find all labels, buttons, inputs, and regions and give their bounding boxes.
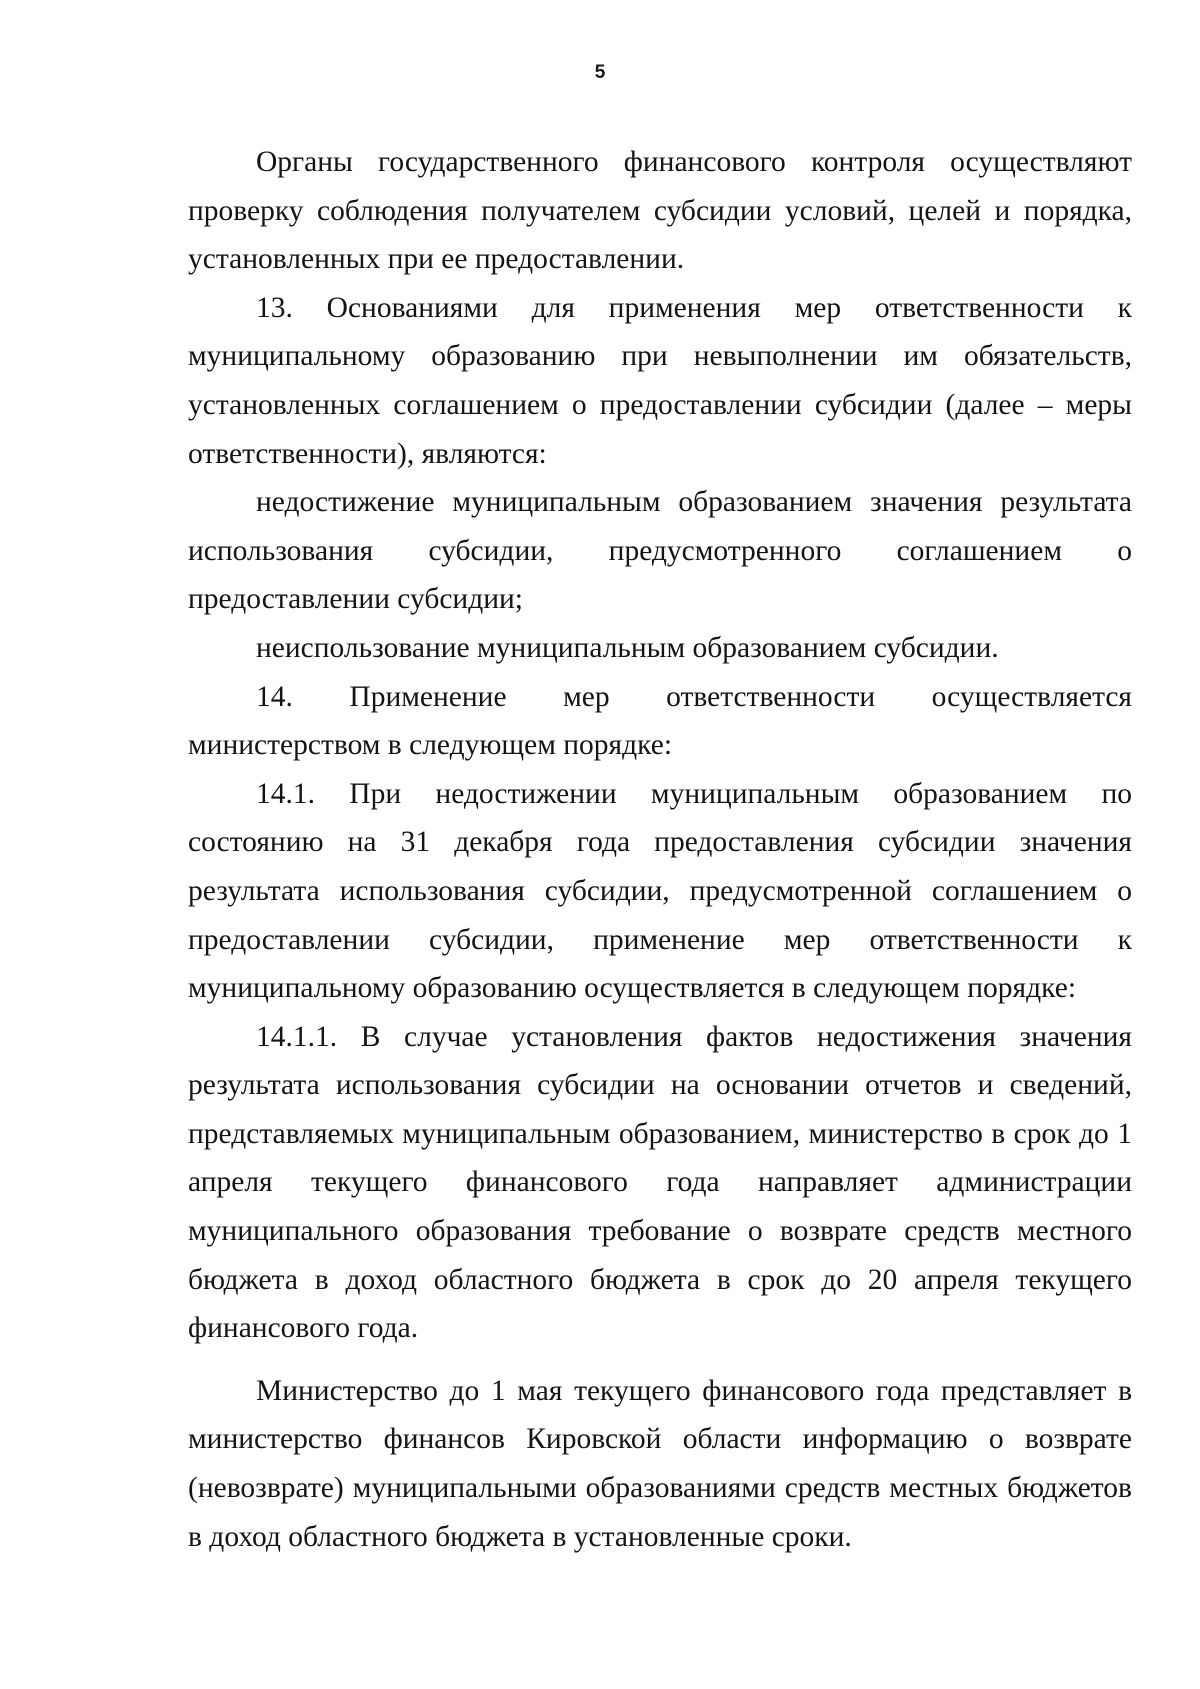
- paragraph-13-grounds: 13. Основаниями для применения мер ответственности к муниципальному образованию при невыполнении им обязательств, установленных соглашением о предоставлении субсидии (далее – меры ответственности), являются:: [188, 291, 1132, 470]
- paragraph-14-1-1: 14.1.1. В случае установления фактов недостижения значения результата использования субсидии на основании отчетов и сведений, представляемых муниципальным образованием, министерство в срок до 1 апреля текущего финансового года направляет администрации муниципального образования требование о возврате средств местного бюджета в доход областного бюджета в срок до 20 апреля текущего финансового года.: [188, 1020, 1132, 1345]
- document-body: [188, 138, 1132, 1561]
- paragraph-ministry-report: Министерство до 1 мая текущего финансового года представляет в министерство финансов Кировской области информацию о возврате (невозврате) муниципальными образованиями средств местных бюджетов в доход областного бюджета в установленные сроки.: [188, 1374, 1132, 1553]
- paragraph-14-application: 14. Применение мер ответственности осуществляется министерством в следующем порядке:: [188, 680, 1132, 762]
- page-number: 5: [594, 62, 606, 83]
- paragraph-control-bodies: Органы государственного финансового контроля осуществляют проверку соблюдения получателем субсидии условий, целей и порядка, установленных при ее предоставлении.: [188, 146, 1132, 276]
- paragraph-subsidy-not-used: неиспользование муниципальным образованием субсидии.: [256, 631, 999, 664]
- paragraph-14-1: 14.1. При недостижении муниципальным образованием по состоянию на 31 декабря года предоставления субсидии значения результата использования субсидии, предусмотренной соглашением о предоставлении субсидии, применение мер ответственности к муниципальному образованию осуществляется в следующем порядке:: [188, 777, 1132, 1005]
- paragraph-result-not-achieved: недостижение муниципальным образованием значения результата использования субсидии, предусмотренного соглашением о предоставлении субсидии;: [188, 486, 1132, 616]
